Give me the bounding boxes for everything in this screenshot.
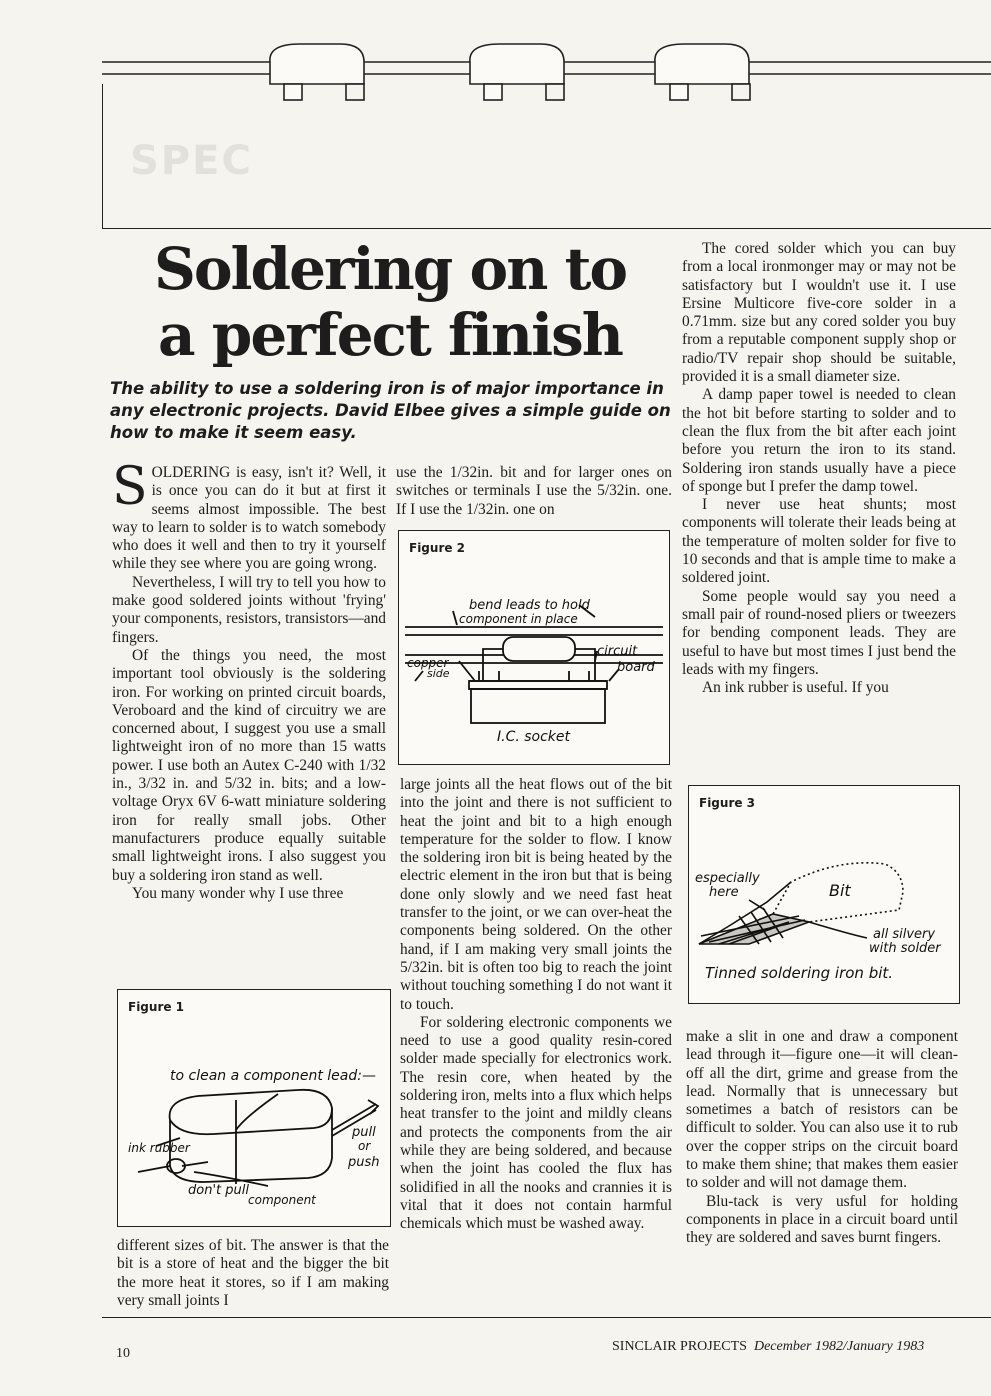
all-silvery-label: all silvery [873,927,936,942]
figure-1 [117,989,391,1227]
publication-name: SINCLAIR PROJECTS [612,1339,747,1354]
paragraph: different sizes of bit. The answer is that the bit is a store of heat and the bigger the bit the more heat it stores, so if I am making very small joints I [117,1237,389,1309]
figure-label: Figure 1 [128,1000,185,1014]
copper-label: copper [407,656,449,670]
paragraph: Blu-tack is very usful for holding components in place in a circuit board until they are soldered and saves burnt fingers. [686,1192,958,1247]
component-in-place-label: component in place [459,612,578,626]
paragraph: Of the things you need, the most important tool obviously is the soldering iron. For working on printed circuit boards, Veroboard and the kind of circuitry we are concerned about, I suggest you use a small lightweight iron of no more than 15 watts power. I use both an Autex C-240 with 1/32 in., 3/32 in. and 5/32 in. bits; and a low-voltage Oryx 6V 6-watt miniature soldering iron for really small jobs. Other manufacturers produce equally suitable small lightweight irons. I also suggest you buy a soldering iron stand as well. [112,646,386,884]
title-line-1: Soldering on to [153,235,627,303]
paragraph: I never use heat shunts; most components will tolerate their leads being at the temperature of molten solder for five to 10 seconds and that is ample time to make a soldered joint. [682,496,956,587]
with-solder-label: with solder [869,941,941,956]
paragraph: You many wonder why I use three [132,884,344,902]
paragraph: use the 1/32in. bit and for larger ones on switches or terminals I use the 5/32in. one. If I use the 1/32in. one on [396,464,672,518]
pull-label: pull [352,1125,376,1140]
binder-rings-graphic [0,0,991,110]
side-label: side [427,667,450,680]
column-3-continued [686,1028,958,1248]
bend-leads-label: bend leads to hold [469,598,590,613]
paragraph: An ink rubber is useful. If you [702,679,889,697]
here-label: here [709,885,739,900]
paragraph: Some people would say you need a small pair of round-nosed pliers or tweezers for bending component leads. They are useful to have but most times I just bend the leads with my fingers. [682,587,956,678]
paragraph: Nevertheless, I will try to tell you how to make good soldered joints without 'frying' your components, resistors, transistors—and fingers. [112,573,387,646]
show-through-text: SPEC [130,138,253,184]
figure-3-caption: Tinned soldering iron bit. [705,964,894,982]
or-label: or [358,1139,371,1153]
paragraph: large joints all the heat flows out of the bit into the joint and there is not sufficient to heat the joint and bit to a high enough temperature for the solder to flow. I know the soldering iron bit is being heated by the electric element in the iron but that is being done only slowly and we need fast heat transfer to the joint, or we can over-heat the components being soldered. On the other hand, if I am making very small joints the 5/32in. bit is often too big to reach the joint without touching something I do not want it to touch. [400,776,672,1013]
column-1-continued [117,1237,389,1310]
column-2 [400,776,672,1233]
column-1 [112,457,387,903]
column-2-top [396,464,672,519]
paragraph-text: OLDERING is easy, isn't it? Well, it is once you can do it but at first it seems almost impossible. The best way to learn to solder is to watch somebody who does it well and then to try it yourself while they see where you are going wrong. [112,464,386,573]
running-footer [612,1339,924,1355]
title-line-2: a perfect finish [158,301,622,369]
figure-label: Figure 2 [409,541,466,555]
article-title [110,236,670,368]
push-label: push [348,1155,380,1170]
figure-3-drawing [689,786,959,1003]
paragraph: For soldering electronic components we need to use a good quality resin-cored solder made specially for electronics work. The resin core, when heated by the soldering iron, melts into a flux which helps heat transfer to the joint and mildly cleans and protects the components from the air while they are being soldered, and because when the joint has cooled the flux has solidified in all the nooks and crannies it is vital that it does not contain harmful chemicals which must be washed away. [400,1013,672,1233]
component-label: component [248,1193,316,1207]
board-label: board [617,660,655,675]
standfirst: The ability to use a soldering iron is of major importance in any electronic projects. David Elbee gives a simple guide on how to make it seem easy. [110,379,671,442]
paragraph: make a slit in one and draw a component lead through it—figure one—it will clean-off all the dirt, grime and grease from the lead. Normally that is unnecessary but sometimes a batch of resistors can be difficult to solder. You can also use it to rub over the copper strips on the circuit board to make them shine; that makes them easier to solder and will not damage them. [686,1028,958,1192]
especially-label: especially [695,871,760,886]
paragraph: The cored solder which you can buy from a local ironmonger may or may not be satisfactory but I wouldn't use it. I use Ersine Multicore five-core solder in a 0.71mm. size but any cored solder you buy from a reputable component supply shop or radio/TV repair shop should be suitable, provided it is a small diameter size. [682,240,956,386]
figure-1-caption: to clean a component lead:— [170,1068,376,1084]
figure-2 [398,530,670,765]
footer-rule [102,1317,991,1318]
page-number: 10 [116,1346,130,1361]
figure-3 [688,785,960,1004]
paragraph: A damp paper towel is needed to clean the hot bit before starting to solder and to clean the flux from the bit after each joint before you return the iron to its stand. Soldering iron stands usually have a piece of sponge but I prefer the damp towel. [682,386,956,495]
drop-cap: S [112,457,148,517]
ink-rubber-label: ink rubber [128,1141,190,1155]
circuit-label: circuit [597,644,638,659]
bit-label: Bit [829,881,851,900]
ic-socket-label: I.C. socket [497,729,571,745]
figure-2-drawing [399,531,669,764]
column-3 [682,240,956,697]
dont-pull-label: don't pull [188,1183,249,1198]
issue-date: December 1982/January 1983 [753,1339,925,1354]
figure-label: Figure 3 [699,796,756,810]
paragraph [112,457,386,574]
figure-1-drawing [118,990,390,1226]
